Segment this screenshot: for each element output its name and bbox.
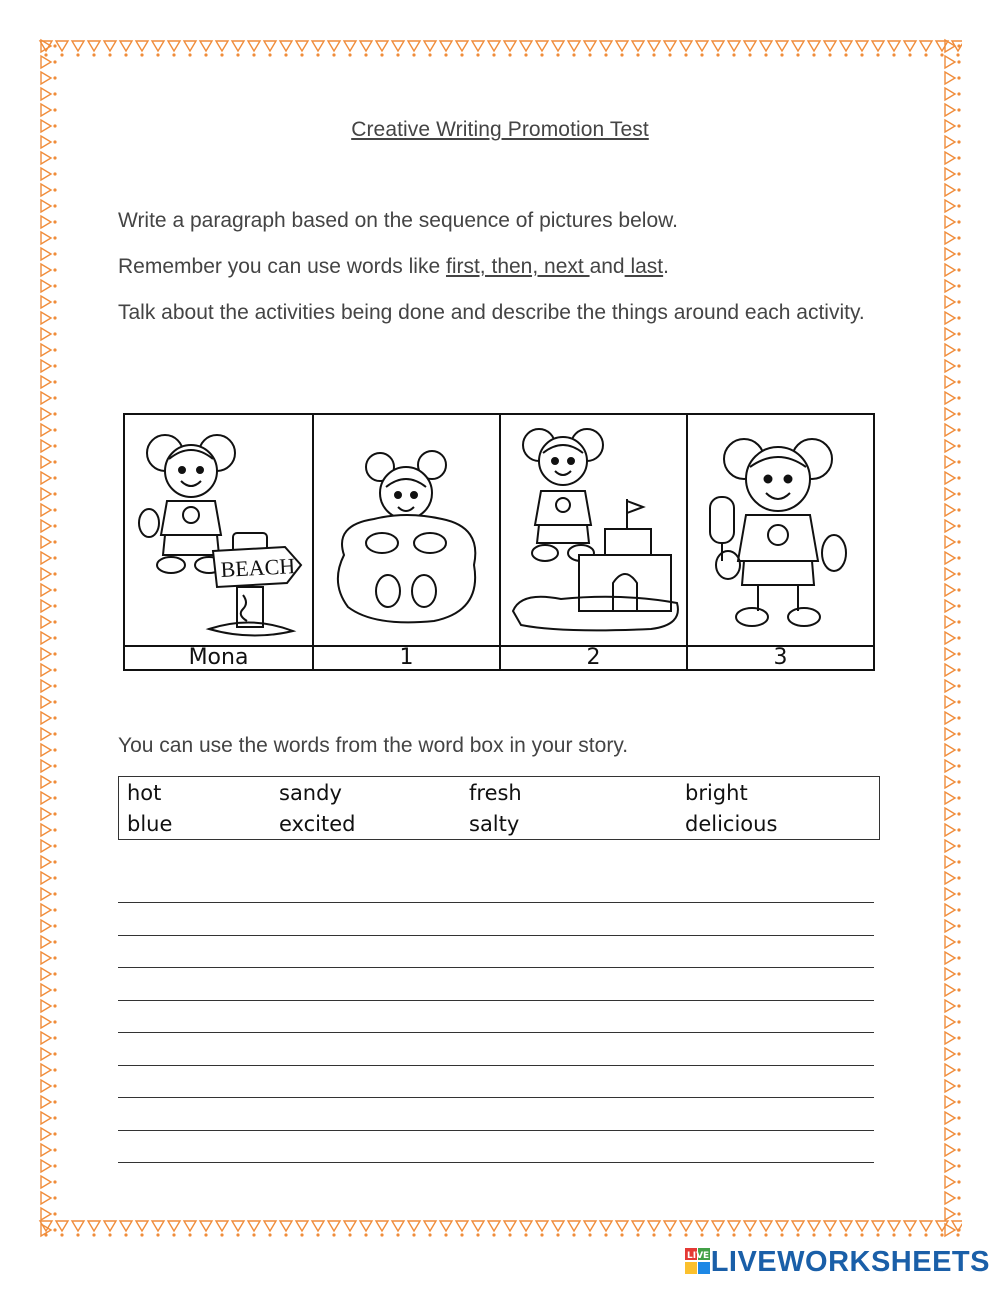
picture-sequence	[123, 413, 875, 671]
writing-line[interactable]	[118, 1130, 874, 1131]
panel-1	[314, 415, 501, 669]
caption-3: 3	[688, 645, 873, 669]
liveworksheets-logo[interactable]	[685, 1247, 990, 1277]
instruction-end: .	[663, 255, 669, 278]
instruction-prefix: Remember you can use words like	[118, 255, 446, 278]
word-salty: salty	[469, 812, 520, 836]
writing-line[interactable]	[118, 967, 874, 968]
decorative-border-top	[38, 38, 962, 58]
sequence-words: first, then, next	[445, 255, 590, 278]
word-sandy: sandy	[279, 781, 342, 805]
panel-2	[501, 415, 688, 669]
word-delicious: delicious	[685, 812, 778, 836]
decorative-border-bottom	[38, 1218, 962, 1238]
caption-mona: Mona	[125, 645, 312, 669]
panel-3	[688, 415, 873, 669]
word-blue: blue	[127, 812, 173, 836]
writing-line[interactable]	[118, 1097, 874, 1098]
liveworksheets-badge-icon	[685, 1248, 711, 1276]
wordbox-intro: You can use the words from the word box in your story.	[118, 734, 629, 757]
decorative-border-left	[38, 38, 58, 1238]
instruction-line-1: Write a paragraph based on the sequence of pictures below.	[118, 209, 678, 232]
sequence-word-last: last	[624, 255, 664, 278]
word-bright: bright	[685, 781, 748, 805]
word-fresh: fresh	[469, 781, 522, 805]
word-hot: hot	[127, 781, 162, 805]
word-box	[118, 776, 880, 840]
writing-line[interactable]	[118, 902, 874, 903]
decorative-border-right	[942, 38, 962, 1238]
girl-with-beach-sign-image	[125, 415, 312, 645]
girl-with-sandcastle-image	[501, 415, 686, 645]
girl-with-ice-cream-image	[688, 415, 873, 645]
writing-line[interactable]	[118, 1032, 874, 1033]
panel-mona	[125, 415, 314, 669]
writing-line[interactable]	[118, 1065, 874, 1066]
writing-line[interactable]	[118, 1162, 874, 1163]
writing-line[interactable]	[118, 935, 874, 936]
word-excited: excited	[279, 812, 356, 836]
instruction-line-2	[118, 250, 878, 283]
page-title: Creative Writing Promotion Test	[351, 118, 649, 141]
liveworksheets-brand: LIVEWORKSHEETS	[710, 1245, 990, 1278]
badge-letters: LIVE	[686, 1251, 709, 1261]
instruction-and: and	[589, 255, 625, 278]
girl-buried-in-sand-image	[314, 415, 499, 645]
writing-line[interactable]	[118, 1000, 874, 1001]
caption-2: 2	[501, 645, 686, 669]
caption-1: 1	[314, 645, 499, 669]
instruction-line-3: Talk about the activities being done and describe the things around each activity.	[118, 301, 865, 324]
beach-sign-text: BEACH	[219, 553, 296, 582]
